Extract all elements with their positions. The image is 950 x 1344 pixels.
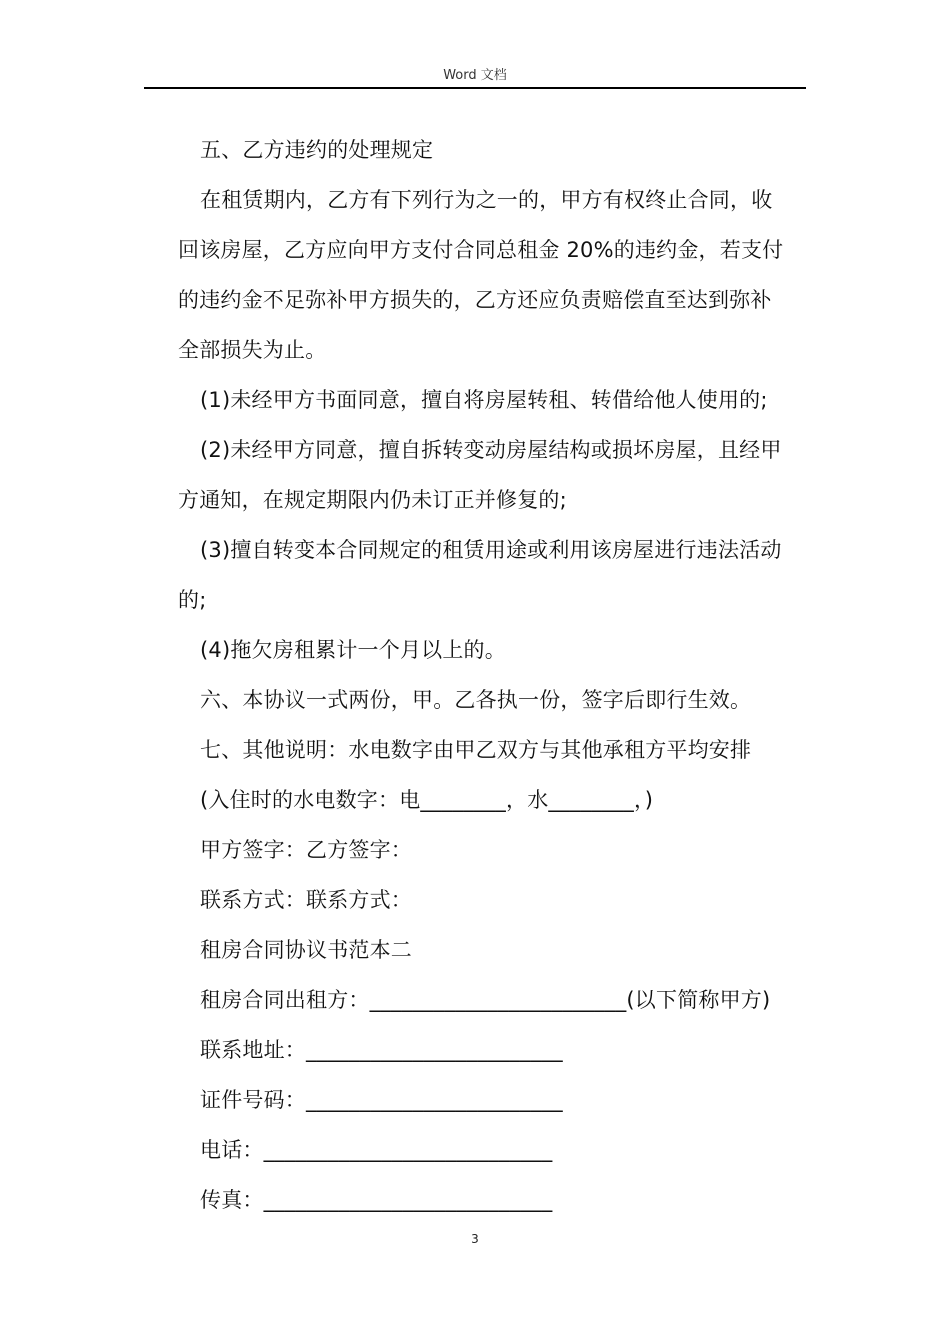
list-item: (1)未经甲方书面同意，擅自将房屋转租、转借给他人使用的; <box>200 388 768 412</box>
form-field-line: 租房合同出租方：________________________(以下简称甲方) <box>200 988 771 1012</box>
paragraph-line: 全部损失为止。 <box>178 338 327 362</box>
paragraph-line: 回该房屋，乙方应向甲方支付合同总租金 20%的违约金，若支付 <box>178 238 784 262</box>
paragraph-line: 的违约金不足弥补甲方损失的，乙方还应负责赔偿直至达到弥补 <box>178 288 772 312</box>
paragraph-line: 在租赁期内，乙方有下列行为之一的，甲方有权终止合同，收 <box>200 188 773 212</box>
contact-line: 联系方式：联系方式： <box>200 888 412 912</box>
form-field-line: 传真：___________________________ <box>200 1188 553 1212</box>
list-item: (3)擅自转变本合同规定的租赁用途或利用该房屋进行违法活动 <box>200 538 782 562</box>
page-header-title: Word 文档 <box>443 68 507 83</box>
paragraph-line: (入住时的水电数字：电________，水________，) <box>200 788 654 812</box>
list-item-continuation: 的; <box>178 588 207 612</box>
form-field-line: 证件号码：________________________ <box>200 1088 563 1112</box>
list-item: (2)未经甲方同意，擅自拆转变动房屋结构或损坏房屋，且经甲 <box>200 438 782 462</box>
page-number: 3 <box>471 1232 479 1246</box>
section-heading: 五、乙方违约的处理规定 <box>200 138 434 162</box>
section-heading: 六、本协议一式两份，甲。乙各执一份，签字后即行生效。 <box>200 688 752 712</box>
section-heading: 七、其他说明：水电数字由甲乙双方与其他承租方平均安排 <box>200 738 752 762</box>
section-heading: 租房合同协议书范本二 <box>200 938 412 962</box>
form-field-line: 联系地址：________________________ <box>200 1038 563 1062</box>
list-item-continuation: 方通知，在规定期限内仍未订正并修复的; <box>178 488 567 512</box>
list-item: (4)拖欠房租累计一个月以上的。 <box>200 638 506 662</box>
header-divider <box>144 87 806 89</box>
signature-line: 甲方签字：乙方签字： <box>200 838 412 862</box>
form-field-line: 电话：___________________________ <box>200 1138 553 1162</box>
